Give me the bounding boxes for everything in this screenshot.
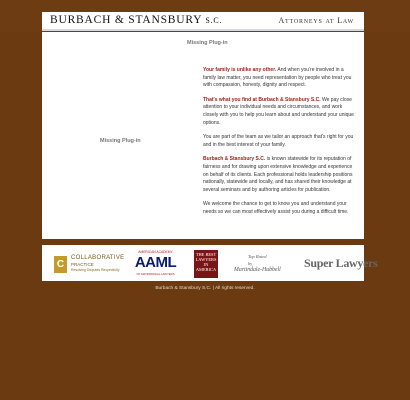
collaborative-practice-logo[interactable] <box>54 254 136 276</box>
paragraph-3: You are part of the team as we tailor an approach that's right for you and in the best interest of your family. <box>203 134 354 148</box>
paragraph-1 <box>203 67 358 90</box>
site-header <box>42 12 364 31</box>
aaml-top-text: AMERICAN ACADEMY <box>138 250 173 254</box>
paragraph-2-body: We pay close attention to your individual needs and circumstances, and work closely with you to help you learn about and understand your unique options. <box>203 96 354 126</box>
footer-copyright: Burbach & Stansbury S.C. | All rights reserved. <box>155 286 255 291</box>
firm-tagline: Attorneys at Law <box>278 16 354 25</box>
paragraph-4 <box>203 156 358 194</box>
collaborative-line3: Resolving Disputes Respectfully <box>71 268 120 272</box>
firm-name: BURBACH & STANSBURY <box>50 14 203 26</box>
martindale-line2: by <box>248 261 253 266</box>
martindale-hubbell-logo[interactable] <box>234 254 304 276</box>
affiliations-bar <box>42 245 378 281</box>
paragraph-1-body: And when you're involved in a family law matter, you need representation by people who treat you with compassion, honesty, dignity and respect. <box>203 67 352 89</box>
firm-suffix: S.C. <box>205 16 223 25</box>
paragraph-4-lead: Burbach & Stansbury S.C. <box>203 156 266 163</box>
main-content-panel <box>42 32 364 239</box>
best-lawyers-line3: IN <box>203 262 209 267</box>
best-lawyers-line2: LAWYERS <box>195 257 217 262</box>
best-lawyers-line4: AMERICA <box>195 267 217 272</box>
aaml-logo[interactable] <box>133 250 178 277</box>
collaborative-line2: PRACTICE <box>71 262 94 267</box>
missing-plugin-left[interactable]: Missing Plug-in <box>100 138 141 144</box>
aaml-main-text: AAML <box>134 254 177 271</box>
firm-logo[interactable] <box>50 14 222 26</box>
paragraph-2-lead: That's what you find at Burbach & Stansbury S.C. <box>203 96 321 103</box>
best-lawyers-line1: THE BEST <box>195 252 217 257</box>
paragraph-2 <box>203 97 358 127</box>
paragraph-1-lead: Your family is unlike any other. <box>203 67 277 73</box>
best-lawyers-logo[interactable] <box>194 250 218 278</box>
martindale-line1: Top Rated <box>248 254 267 259</box>
intro-text <box>203 67 358 224</box>
missing-plugin-top[interactable]: Missing Plug-in <box>187 40 228 46</box>
collaborative-line1: COLLABORATIVE <box>71 255 125 261</box>
super-lawyers-logo[interactable]: Super Lawyers <box>304 256 378 270</box>
martindale-line3: Martindale-Hubbell <box>234 267 281 273</box>
paragraph-5: We welcome the chance to get to know you and understand your needs so we can most effectively assist you during a difficult time. <box>203 201 349 215</box>
paragraph-4-body: is known statewide for its reputation of fairness and for drawing upon extensive knowledge and experience on behalf of its clients. Each professional holds leadership positions nationally, statewide and locally, and has shared their knowledge at several seminars and by authoring articles for publication. <box>203 156 353 193</box>
collaborative-mark-icon: C <box>54 256 67 273</box>
aaml-bottom-text: OF MATRIMONIAL LAWYERS <box>136 272 175 276</box>
